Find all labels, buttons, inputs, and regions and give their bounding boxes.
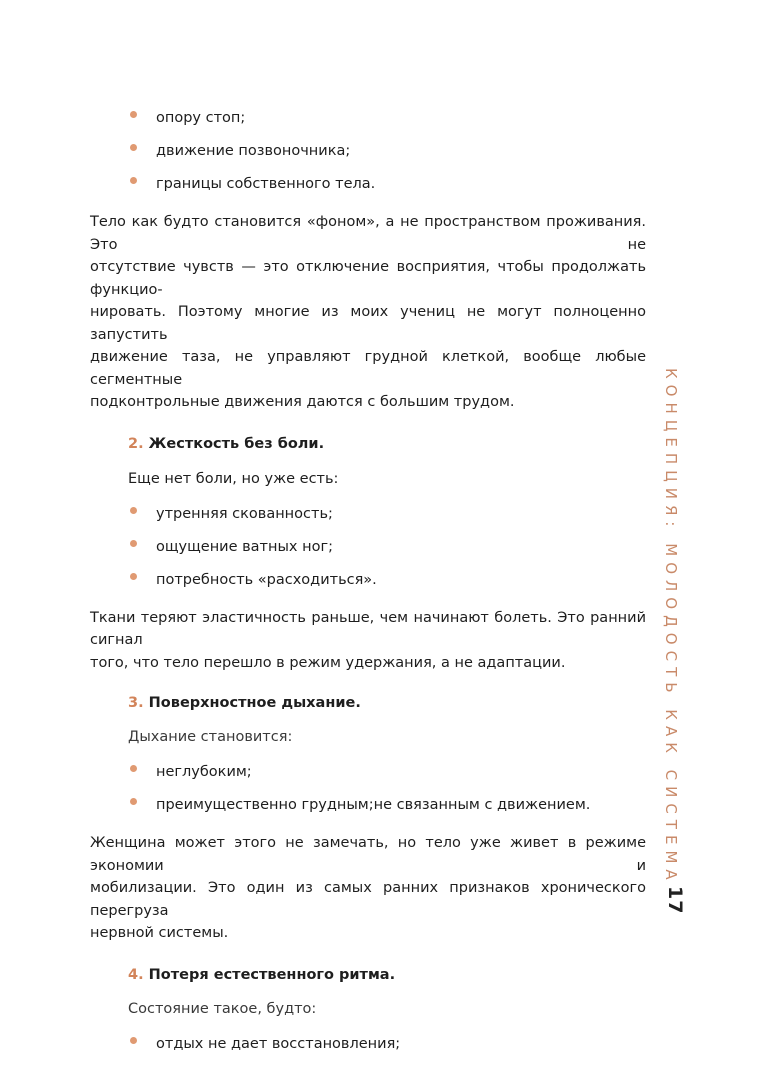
page-content	[90, 108, 646, 1067]
bullet-list-section-4	[90, 1034, 646, 1054]
bullet-dot-icon	[130, 507, 137, 514]
bullet-dot-icon	[130, 798, 137, 805]
text-line: нервной системы.	[90, 925, 229, 941]
text-line: подконтрольные движения даются с большим трудом.	[90, 394, 515, 410]
list-item: потребность «расходиться».	[90, 570, 646, 590]
paragraph-body-3	[90, 832, 646, 945]
section-heading-2	[90, 434, 646, 454]
bullet-dot-icon	[130, 177, 137, 184]
text-line: Женщина может этого не замечать, но тело уже живет в режиме экономии и	[90, 835, 646, 874]
list-item: опору стоп;	[90, 108, 646, 128]
section-title: Потеря естественного ритма.	[148, 966, 396, 983]
section-number: 4.	[128, 966, 144, 983]
list-item: утренняя скованность;	[90, 504, 646, 524]
paragraph-body-1	[90, 211, 646, 414]
text-line: Ткани теряют эластичность раньше, чем начинают болеть. Это ранний сигнал	[90, 609, 646, 648]
list-item: неглубоким;	[90, 762, 646, 782]
section-intro-4: Состояние такое, будто:	[128, 1000, 317, 1017]
section-title: Поверхностное дыхание.	[148, 695, 361, 711]
text-line: движение таза, не управляют грудной клеткой, вообще любые сегментные	[90, 349, 646, 388]
bullet-dot-icon	[130, 1037, 137, 1044]
list-item: преимущественно грудным;не связанным с движением.	[90, 795, 646, 815]
bullet-list-section-3	[90, 762, 646, 815]
paragraph-body-2	[90, 607, 646, 675]
section-intro-3: Дыхание становится:	[128, 729, 293, 745]
text-line: нировать. Поэтому многие из моих учениц не могут полноценно запустить	[90, 304, 646, 343]
section-number: 3.	[128, 695, 144, 711]
text-line: мобилизации. Это один из самых ранних признаков хронического перегруза	[90, 880, 646, 919]
running-head: КОНЦЕПЦИЯ: МОЛОДОСТЬ КАК СИСТЕМА	[662, 368, 680, 886]
list-item: движение позвоночника;	[90, 141, 646, 161]
bullet-dot-icon	[130, 111, 137, 118]
section-intro-2: Еще нет боли, но уже есть:	[128, 470, 339, 487]
bullet-dot-icon	[130, 573, 137, 580]
section-heading-4	[90, 965, 646, 985]
text-line: отсутствие чувств — это отключение восприятия, чтобы продолжать функцио-	[90, 259, 646, 298]
bullet-dot-icon	[130, 540, 137, 547]
list-item: отдых не дает восстановления;	[90, 1034, 646, 1054]
bullet-list-section-2	[90, 504, 646, 590]
section-number: 2.	[128, 435, 144, 452]
section-title: Жесткость без боли.	[148, 435, 325, 452]
bullet-dot-icon	[130, 144, 137, 151]
bullet-dot-icon	[130, 765, 137, 772]
list-item: границы собственного тела.	[90, 174, 646, 194]
list-item: ощущение ватных ног;	[90, 537, 646, 557]
bullet-list-top	[90, 108, 646, 194]
text-line: того, что тело перешло в режим удержания, а не адаптации.	[90, 654, 566, 671]
section-heading-3	[90, 693, 646, 713]
text-line: Тело как будто становится «фоном», а не пространством проживания. Это не	[90, 214, 646, 253]
page-number: 17	[664, 886, 686, 915]
